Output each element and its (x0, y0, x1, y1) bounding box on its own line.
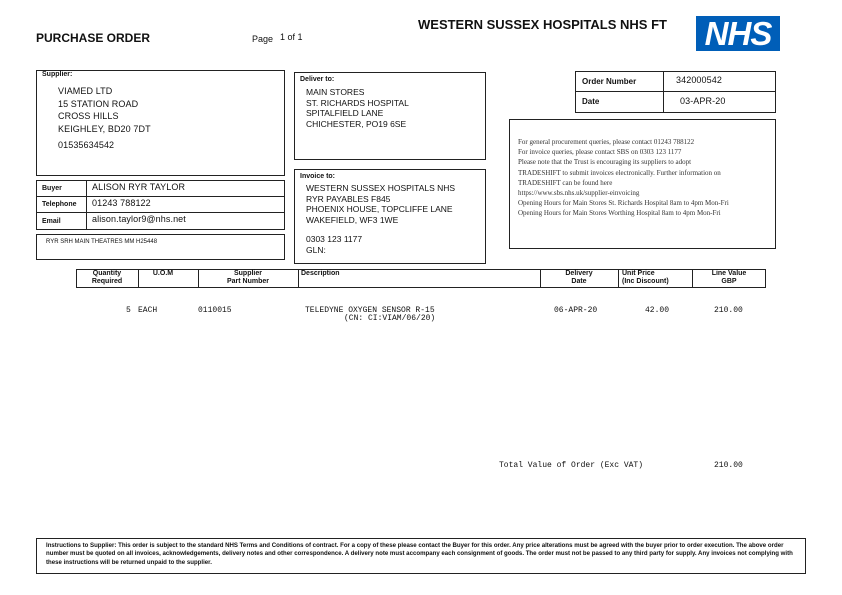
row-line-value: 210.00 (714, 306, 743, 315)
deliver-line: SPITALFIELD LANE (306, 108, 384, 118)
invoice-to-address (306, 183, 455, 225)
buyer-telephone: 01243 788122 (92, 198, 151, 208)
supplier-line: 15 STATION ROAD (58, 98, 139, 109)
buyer-email: alison.taylor9@nhs.net (92, 214, 186, 224)
document-title: PURCHASE ORDER (36, 31, 151, 45)
row-part-number: 0110015 (198, 306, 232, 315)
col-header-uom: U.O.M (152, 270, 174, 277)
deliver-to-label: Deliver to: (300, 76, 335, 83)
supplier-label: Supplier: (42, 71, 73, 78)
info-line: https://www.sbs.nhs.uk/supplier-einvoicing (518, 189, 640, 198)
info-line: Please note that the Trust is encouraging its suppliers to adopt (518, 158, 692, 167)
col-header-line-value: Line Value GBP (711, 270, 747, 285)
invoice-to-label: Invoice to: (300, 173, 336, 180)
order-date-label: Date (582, 97, 600, 106)
row-delivery-date: 06-APR-20 (554, 306, 598, 315)
supplier-address (58, 85, 151, 135)
col-header-unit-price: Unit Price (Inc Discount) (622, 270, 669, 285)
info-line: TRADESHIFT to submit invoices electronically. Further information on (518, 168, 721, 177)
buyer-label: Buyer (42, 185, 62, 192)
supplier-phone: 01535634542 (58, 140, 115, 150)
total-value: 210.00 (714, 461, 743, 470)
buyer-name: ALISON RYR TAYLOR (92, 182, 186, 192)
col-header-quantity: Quantity Required (91, 270, 123, 285)
supplier-line: KEIGHLEY, BD20 7DT (58, 123, 151, 134)
info-line: Opening Hours for Main Stores St. Richards Hospital 8am to 4pm Mon-Fri (518, 199, 729, 208)
page-number: 1 of 1 (280, 32, 303, 42)
info-line: TRADESHIFT can be found here (518, 178, 613, 187)
info-text (518, 137, 729, 219)
deliver-to-address (306, 87, 409, 129)
telephone-label: Telephone (42, 201, 77, 208)
invoice-line: WESTERN SUSSEX HOSPITALS NHS (306, 183, 456, 193)
invoice-phone: 0303 123 1177 (306, 234, 363, 244)
page-label: Page (252, 34, 274, 44)
order-reference: RYR SRH MAIN THEATRES MM H25448 (46, 239, 158, 245)
order-number: 342000542 (676, 75, 722, 85)
row-description: TELEDYNE OXYGEN SENSOR R-15 (305, 306, 435, 315)
order-date: 03-APR-20 (680, 96, 726, 106)
col-header-delivery-date: Delivery Date (565, 270, 593, 285)
deliver-line: ST. RICHARDS HOSPITAL (306, 97, 409, 108)
invoice-line: PHOENIX HOUSE, TOPCLIFFE LANE (306, 204, 453, 214)
email-label: Email (42, 218, 61, 225)
invoice-gln: GLN: (306, 245, 326, 255)
col-header-description: Description (301, 270, 340, 277)
row-unit-price: 42.00 (645, 306, 670, 315)
col-header-supplier-part: Supplier Part Number (226, 270, 269, 285)
total-label: Total Value of Order (Exc VAT) (499, 461, 644, 470)
deliver-line: MAIN STORES (306, 87, 365, 97)
supplier-instructions: Instructions to Supplier: This order is subject to the standard NHS Terms and Conditions of contract. For a copy of these please contact the Buyer for this order. Any price alterations must be agreed with the buyer prior to order execution. The above order number must be quoted on all invoices, acknowledgements, delivery notes and other correspondence. A delivery note must accompany each consignment of goods. The order must not be passed to any third party for supply. Any invoices not complying with these instructions will be returned unpaid to the supplier. (46, 542, 793, 566)
supplier-line: CROSS HILLS (58, 111, 119, 121)
invoice-line: RYR PAYABLES F845 (306, 193, 391, 204)
row-uom: EACH (138, 306, 158, 315)
supplier-line: VIAMED LTD (58, 86, 113, 96)
row-description-note: (CN: CI:VIAM/06/20) (344, 314, 436, 323)
reference-box (36, 234, 285, 260)
deliver-line: CHICHESTER, PO19 6SE (306, 118, 407, 129)
nhs-logo: NHS (696, 16, 780, 51)
info-line: For invoice queries, please contact SBS on 0303 123 1177 (518, 148, 682, 157)
organisation-name: WESTERN SUSSEX HOSPITALS NHS FT (418, 17, 667, 32)
info-line: For general procurement queries, please contact 01243 788122 (518, 138, 695, 146)
info-line: Opening Hours for Main Stores Worthing Hospital 8am to 4pm Mon-Fri (518, 209, 721, 218)
invoice-line: WAKEFIELD, WF3 1WE (306, 214, 399, 225)
row-quantity: 5 (126, 306, 131, 315)
order-number-label: Order Number (582, 77, 637, 86)
